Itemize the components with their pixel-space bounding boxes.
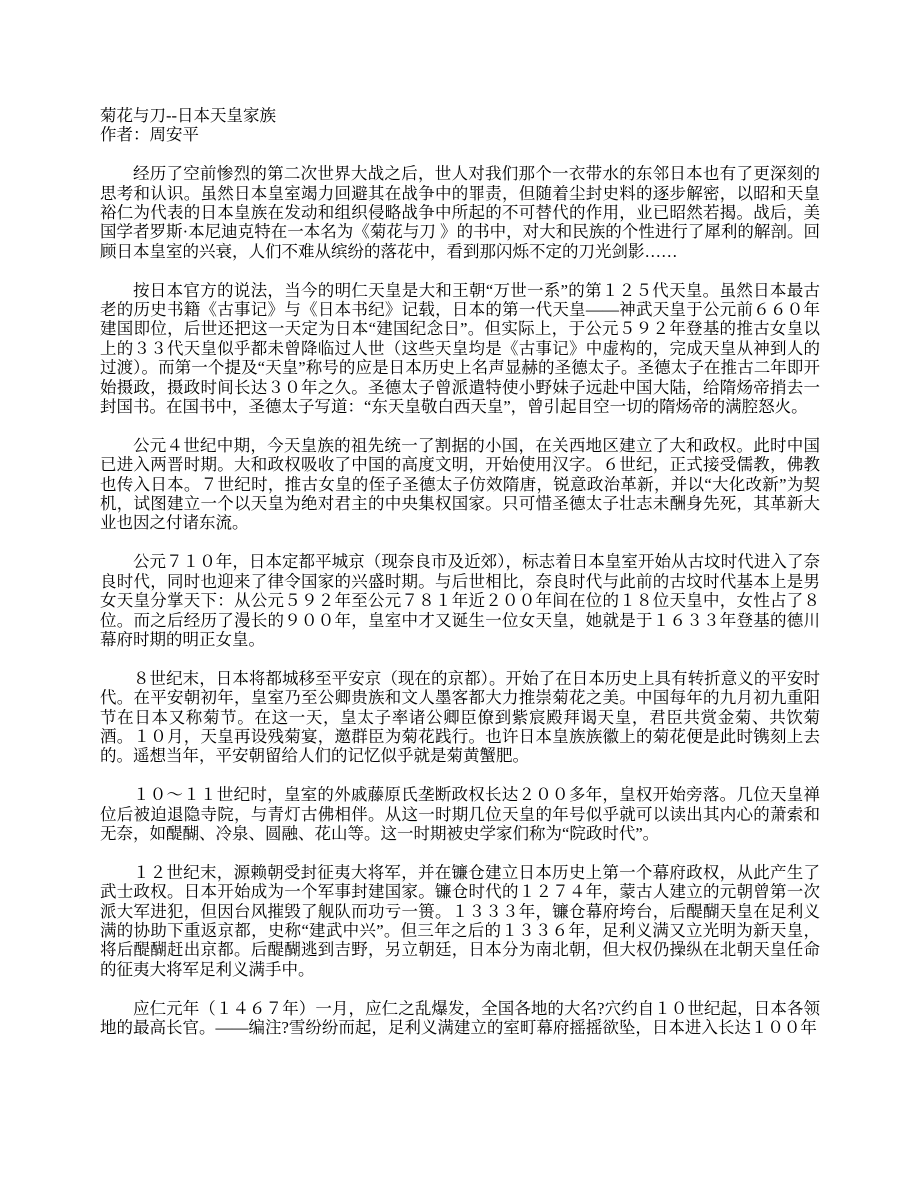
document-author: 作者：周安平: [100, 125, 199, 145]
document-body: [100, 164, 820, 1037]
paragraph-6: １０～１１世纪时，皇室的外戚藤原氏垄断政权长达２００多年，皇权开始旁落。几位天皇禅位后被迫退隐寺院，与青灯古佛相伴。从这一时期几位天皇的年号似乎就可以读出其内心的萧索和无奈，如醍醐、冷泉、圆融、花山等。这一时期被史学家们称为“院政时代”。: [100, 785, 820, 843]
paragraph-5: ８世纪末，日本将都城移至平安京（现在的京都）。开始了在日本历史上具有转折意义的平安时代。在平安朝初年，皇室乃至公卿贵族和文人墨客都大力推崇菊花之美。中国每年的九月初九重阳节在日本又称菊节。在这一天，皇太子率诸公卿臣僚到紫宸殿拜谒天皇，君臣共赏金菊、共饮菊酒。１０月，天皇再设残菊宴，邀群臣为菊花践行。也许日本皇族族徽上的菊花便是此时镌刻上去的。遥想当年，平安朝留给人们的记忆似乎就是菊黄蟹肥。: [100, 668, 820, 766]
document-title: 菊花与刀--日本天皇家族: [100, 106, 276, 125]
paragraph-4: 公元７１０年，日本定都平城京（现奈良市及近郊），标志着日本皇室开始从古坟时代进入了奈良时代，同时也迎来了律令国家的兴盛时期。与后世相比，奈良时代与此前的古坟时代基本上是男女天皇分掌天下：从公元５９２年至公元７８１年近２００年间在位的１８位天皇中，女性占了８位。而之后经历了漫长的９００年，皇室中才又诞生一位女天皇，她就是于１６３３年登基的德川幕府时期的明正女皇。: [100, 552, 820, 649]
paragraph-2: 按日本官方的说法，当今的明仁天皇是大和王朝“万世一系”的第１２５代天皇。虽然日本最古老的历史书籍《古事记》与《日本书纪》记载，日本的第一代天皇——神武天皇于公元前６６０年建国即位，后世还把这一天定为日本“建国纪念日”。但实际上，于公元５９２年登基的推古女皇以上的３３代天皇似乎都未曾降临过人世（这些天皇均是《古事记》中虚构的，完成天皇从神到人的过渡）。而第一个提及“天皇”称号的应是日本历史上名声显赫的圣德太子。圣德太子在推古二年即开始摄政，摄政时间长达３０年之久。圣德太子曾派遣特使小野妹子远赴中国大陆，给隋炀帝捎去一封国书。在国书中，圣德太子写道：“东天皇敬白西天皇”，曾引起目空一切的隋炀帝的满腔怒火。: [100, 280, 820, 417]
paragraph-3: 公元４世纪中期，今天皇族的祖先统一了割据的小国，在关西地区建立了大和政权。此时中国已进入两晋时期。大和政权吸收了中国的高度文明，开始使用汉字。６世纪，正式接受儒教，佛教也传入日本。７世纪时，推古女皇的侄子圣德太子仿效隋唐，锐意政治革新，并以“大化改新”为契机，试图建立一个以天皇为绝对君主的中央集权国家。只可惜圣德太子壮志未酬身先死，其革新大业也因之付诸东流。: [100, 435, 820, 533]
paragraph-1: 经历了空前惨烈的第二次世界大战之后，世人对我们那个一衣带水的东邻日本也有了更深刻的思考和认识。虽然日本皇室竭力回避其在战争中的罪责，但随着尘封史料的逐步解密，以昭和天皇裕仁为代表的日本皇族在发动和组织侵略战争中所起的不可替代的作用，业已昭然若揭。战后，美国学者罗斯·本尼迪克特在一本名为《菊花与刀 》的书中，对大和民族的个性进行了犀利的解剖。回顾日本皇室的兴衰，人们不难从缤纷的落花中，看到那闪烁不定的刀光剑影……: [100, 164, 820, 261]
paragraph-8: 应仁元年（１４６７年）一月，应仁之乱爆发，全国各地的大名?穴约自１０世纪起，日本各领地的最高长官。——编注?雪纷纷而起，足利义满建立的室町幕府摇摇欲坠，日本进入长达１００年: [100, 998, 820, 1037]
paragraph-7: １２世纪末，源赖朝受封征夷大将军，并在镰仓建立日本历史上第一个幕府政权，从此产生了武士政权。日本开始成为一个军事封建国家。镰仓时代的１２７４年，蒙古人建立的元朝曾第一次派大军进犯，但因台风摧毁了舰队而功亏一篑。１３３３年，镰仓幕府垮台，后醍醐天皇在足利义满的协助下重返京都，史称“建武中兴”。但三年之后的１３３６年，足利义满又立光明为新天皇，将后醍醐赶出京都。后醍醐逃到吉野，另立朝廷，日本分为南北朝，但大权仍操纵在北朝天皇任命的征夷大将军足利义满手中。: [100, 862, 820, 979]
